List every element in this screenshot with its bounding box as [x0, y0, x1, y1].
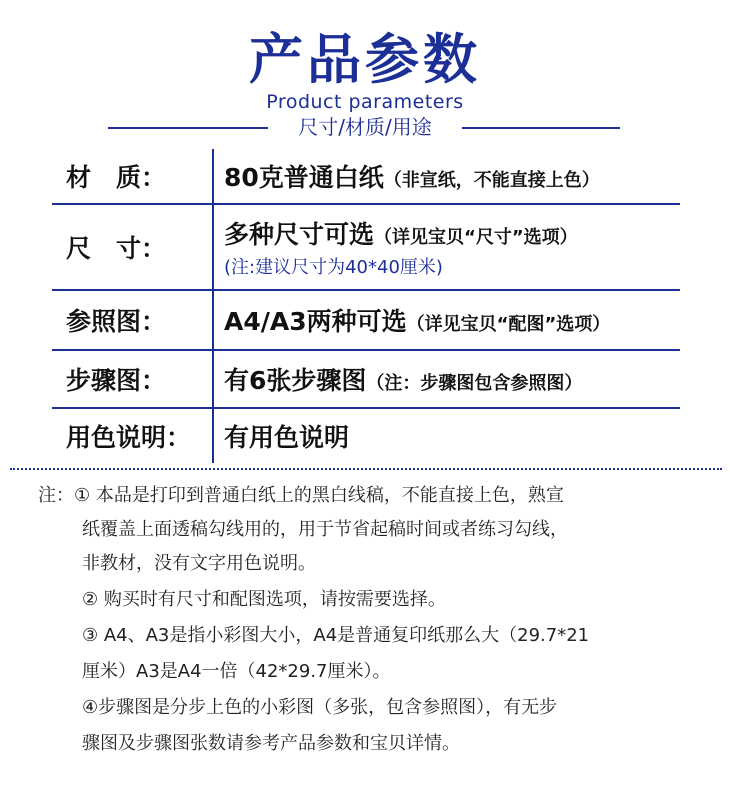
param-main: 多种尺寸可选 [224, 220, 375, 249]
param-main: 80克普通白纸 [224, 163, 384, 192]
param-row-size [52, 205, 680, 291]
param-value [224, 149, 680, 203]
param-value [224, 351, 680, 407]
dotted-divider [10, 468, 722, 470]
subtitle-divider-left [108, 127, 268, 129]
note-line: ④步骤图是分步上色的小彩图（多张，包含参照图），有无步 [82, 697, 558, 718]
column-divider [212, 351, 214, 407]
param-row-color [52, 409, 680, 463]
param-label: 材 质： [66, 163, 167, 192]
note-line: 纸覆盖上面透稿勾线用的，用于节省起稿时间或者练习勾线， [82, 519, 568, 540]
param-row-steps [52, 351, 680, 409]
parameters-table [52, 149, 680, 463]
param-label: 参照图： [66, 307, 167, 336]
subtitle-divider-right [462, 127, 620, 129]
param-label: 尺 寸： [66, 234, 167, 263]
column-divider [212, 205, 214, 289]
param-note: （详见宝贝“配图”选项） [406, 314, 611, 335]
param-note: （注：步骤图包含参照图） [366, 373, 583, 394]
page-title: 产品参数 [249, 28, 481, 91]
param-label: 步骤图： [66, 366, 167, 395]
column-divider [212, 409, 214, 463]
note-line: ② 购买时有尺寸和配图选项，请按需要选择。 [82, 589, 446, 610]
param-main: 有用色说明 [224, 423, 350, 452]
param-value [224, 409, 680, 463]
subtitle-english: Product parameters [266, 91, 464, 113]
note-line: 注：① 本品是打印到普通白纸上的黑白线稿，不能直接上色，熟宣 [38, 485, 564, 506]
column-divider [212, 291, 214, 349]
note-line: 厘米）A3是A4一倍（42*29.7厘米）。 [82, 661, 391, 682]
subtitle-chinese: 尺寸/材质/用途 [298, 115, 432, 139]
param-main: A4/A3两种可选 [224, 307, 407, 336]
param-value [224, 291, 680, 349]
note-line: 非教材，没有文字用色说明。 [82, 553, 316, 574]
param-row-reference [52, 291, 680, 351]
param-value [224, 205, 680, 289]
param-note: （详见宝贝“尺寸”选项） [374, 227, 578, 248]
note-line: ③ A4、A3是指小彩图大小，A4是普通复印纸那么大（29.7*21 [82, 625, 590, 646]
param-main: 有6张步骤图 [224, 366, 367, 395]
param-note: （非宣纸，不能直接上色） [383, 170, 600, 191]
param-row-material [52, 149, 680, 205]
param-subnote: (注:建议尺寸为40*40厘米) [224, 257, 443, 278]
column-divider [212, 149, 214, 203]
note-line: 骤图及步骤图张数请参考产品参数和宝贝详情。 [82, 733, 460, 754]
param-label: 用色说明： [66, 423, 192, 452]
